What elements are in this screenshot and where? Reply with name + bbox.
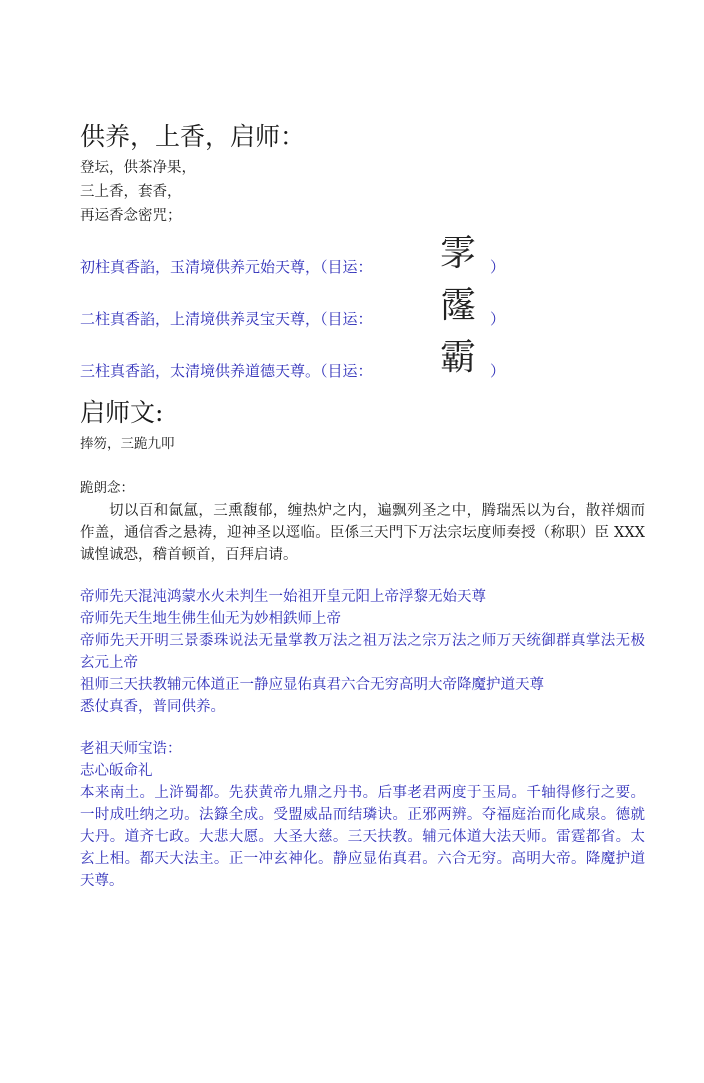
chant-row-2 xyxy=(80,286,645,338)
text-line: 登坛，供茶净果， xyxy=(80,160,196,176)
recite-paragraph: 切以百和氤氲，三熏馥郁，缠热炉之内，遍飘列圣之中，腾瑞炁以为台，散祥烟而作盖，通信香之悬祷，迎神圣以逕临。臣係三天門下万法宗坛度师奏授（称职）臣 XXX 诚惶诚恐，稽首顿首，百拜启请。 xyxy=(80,503,645,563)
text-line: 再运香念密咒； xyxy=(80,208,182,224)
section-title-invocation: 启师文: xyxy=(80,398,164,427)
chant-text: 初柱真香諂，玉清境供养元始天尊，（目运： xyxy=(80,258,373,276)
invocation-line: 祖师三天扶教辅元体道正一静应显佑真君六合无穷高明大帝降魔护道天尊 xyxy=(80,677,544,693)
chant-row-3 xyxy=(80,338,645,390)
invocation-line: 帝师先天生地生佛生仙无为妙相鉄师上帝 xyxy=(80,611,341,627)
baogao-title: 老祖天师宝诰： xyxy=(80,741,182,757)
baogao-text: 本来南土。上浒蜀都。先获黄帝九鼎之丹书。后事老君两度于玉局。千轴得修行之要。一时成吐纳之功。法籙全成。受盟威品而结璘诀。正邪两辨。夺福庭治而化咸泉。德就大丹。道齐七政。大悲大愿。大圣大慈。三天扶教。辅元体道大法天师。雷霆都省。太玄上相。都天大法主。正一冲玄神化。静应显佑真君。六合无穷。高明大帝。降魔护道天尊。 xyxy=(80,785,645,889)
baogao-sub: 志心皈命礼 xyxy=(80,763,153,779)
chant-close: ） xyxy=(490,362,506,380)
section-title-offering: 供养，上香，启师： xyxy=(80,122,306,151)
chant-text: 三柱真香諂，太清境供养道德天尊。（目运： xyxy=(80,362,373,380)
chant-close: ） xyxy=(490,310,506,328)
talisman-glyph: 雺 xyxy=(440,233,477,274)
text-line: 捧笏，三跪九叩 xyxy=(80,436,175,452)
invocation-line: 悉仗真香，普同供养。 xyxy=(80,699,225,715)
chant-close: ） xyxy=(490,258,506,276)
invocation-line: 帝师先天混沌鸿蒙水火未判生一始祖开皇元阳上帝浮黎无始天尊 xyxy=(80,589,486,605)
recite-label: 跪朗念： xyxy=(80,480,134,496)
document-page xyxy=(80,120,645,892)
talisman-glyph: 霸 xyxy=(440,337,477,378)
chant-row-1 xyxy=(80,234,645,286)
invocation-line: 帝师先天开明三景黍珠说法无量掌教万法之祖万法之宗万法之师万天统御群真掌法无极玄元上帝 xyxy=(80,633,645,671)
talisman-glyph: 霳 xyxy=(440,285,477,326)
text-line: 三上香，套香， xyxy=(80,184,182,200)
chant-text: 二柱真香諂，上清境供养灵宝天尊，（目运： xyxy=(80,310,373,328)
